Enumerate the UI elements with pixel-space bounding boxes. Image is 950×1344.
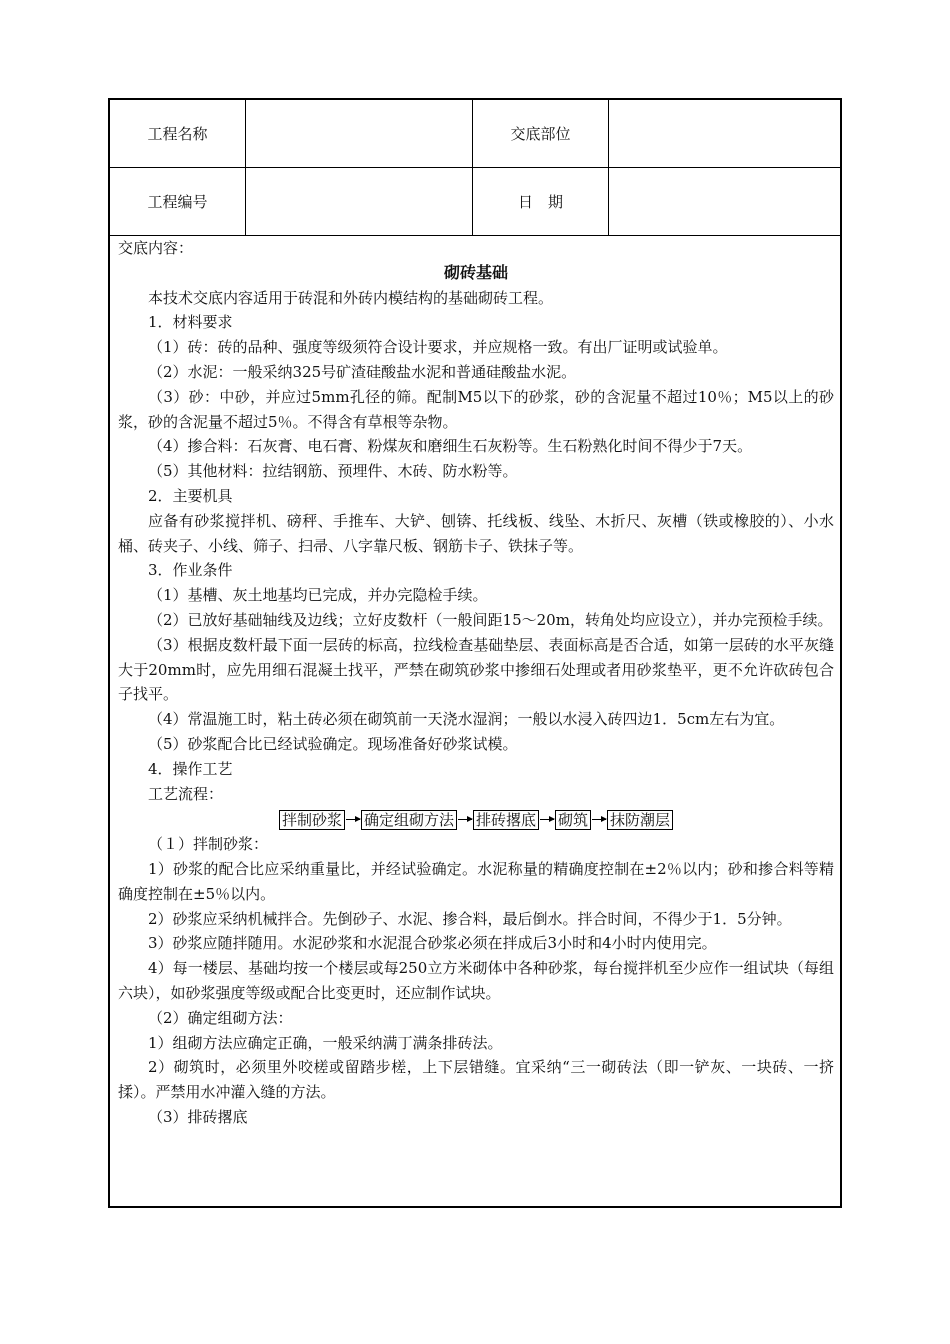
project-name-label: 工程名称	[110, 100, 246, 167]
section-heading: 2．主要机具	[148, 486, 233, 505]
content-line: 工艺流程：	[148, 784, 224, 803]
project-no-field[interactable]	[246, 168, 473, 235]
section-heading: （2）确定组砌方法：	[148, 1008, 293, 1027]
project-no-label: 工程编号	[110, 168, 246, 235]
arrow-right-icon	[592, 819, 606, 820]
flow-step: 排砖撂底	[473, 810, 539, 830]
content-line: 1）组砌方法应确定正确，一般采纳满丁满条排砖法。	[148, 1033, 503, 1052]
flow-step: 砌筑	[555, 810, 591, 830]
content-title: 砌砖基础	[443, 262, 508, 282]
section-heading: （3）排砖撂底	[148, 1107, 248, 1126]
content-line: 3）砂浆应随拌随用。水泥砂浆和水泥混合砂浆必须在拌成后3小时和4小时内使用完。	[148, 934, 717, 953]
arrow-right-icon	[540, 819, 554, 820]
date-label: 日 期	[473, 168, 609, 235]
content-intro-label: 交底内容：	[118, 239, 194, 257]
content-line: 2）砌筑时，必须里外咬槎或留踏步槎，上下层错缝。宜采纳“三一砌砖法（即一铲灰、一块砖、一挤揉）。严禁用水冲灌入缝的方法。	[118, 1058, 834, 1102]
process-flow	[118, 807, 834, 832]
content-line: 应备有砂浆搅拌机、磅秤、手推车、大铲、刨锛、托线板、线坠、木折尺、灰槽（铁或橡胶的）、小水桶、砖夹子、小线、筛子、扫帚、八字靠尺板、钢筋卡子、铁抹子等。	[118, 511, 834, 555]
content-line: （5）砂浆配合比已经试验确定。现场准备好砂浆试模。	[148, 734, 518, 753]
disclosure-part-field[interactable]	[609, 100, 840, 167]
content-line: 4）每一楼层、基础均按一个楼层或每250立方米砌体中各种砂浆，每台搅拌机至少应作一组试块（每组六块），如砂浆强度等级或配合比变更时，还应制作试块。	[118, 959, 834, 1002]
content-line: （2）已放好基础轴线及边线；立好皮数杆（一般间距15～20m，转角处均应设立），并办完预检手续。	[148, 610, 833, 629]
disclosure-form	[108, 98, 842, 1208]
content-line: （2）水泥：一般采纳325号矿渣硅酸盐水泥和普通硅酸盐水泥。	[148, 362, 577, 381]
project-name-field[interactable]	[246, 100, 473, 167]
content-line: 1）砂浆的配合比应采纳重量比，并经试验确定。水泥称量的精确度控制在±2％以内；砂和掺合料等精确度控制在±5％以内。	[118, 859, 834, 903]
header-row-2	[110, 168, 840, 236]
section-heading: 3．作业条件	[148, 561, 233, 580]
arrow-right-icon	[346, 819, 360, 820]
content-line: 2）砂浆应采纳机械拌合。先倒砂子、水泥、掺合料，最后倒水。拌合时间，不得少于1．5分钟。	[148, 909, 792, 928]
content-line: 本技术交底内容适用于砖混和外砖内模结构的基础砌砖工程。	[148, 288, 554, 307]
header-row-1	[110, 100, 840, 168]
section-heading: （１）拌制砂浆：	[148, 835, 269, 854]
content-line: （1）砖：砖的品种、强度等级须符合设计要求，并应规格一致。有出厂证明或试验单。	[148, 338, 728, 357]
flow-step: 拌制砂浆	[279, 810, 345, 830]
content-line: （4）掺合料：石灰膏、电石膏、粉煤灰和磨细生石灰粉等。生石粉熟化时间不得少于7天。	[148, 437, 753, 456]
content-line: （3）根据皮数杆最下面一层砖的标高，拉线检查基础垫层、表面标高是否合适，如第一层砖的水平灰缝大于20mm时，应先用细石混凝土找平，严禁在砌筑砂浆中掺细石处理或者用砂浆垫平，更不允许砍砖包合子找平。	[118, 635, 834, 704]
content-line: （4）常温施工时，粘土砖必须在砌筑前一天浇水湿润；一般以水浸入砖四边1．5cm左右为宜。	[148, 710, 785, 729]
content-line: （1）基槽、灰土地基均已完成，并办完隐检手续。	[148, 586, 488, 605]
date-field[interactable]	[609, 168, 840, 235]
disclosure-part-label: 交底部位	[473, 100, 609, 167]
flow-step: 抹防潮层	[607, 810, 673, 830]
section-heading: 4．操作工艺	[148, 759, 233, 778]
flow-step: 确定组砌方法	[361, 810, 457, 830]
arrow-right-icon	[458, 819, 472, 820]
section-heading: 1．材料要求	[148, 313, 233, 332]
content-line: （5）其他材料：拉结钢筋、预埋件、木砖、防水粉等。	[148, 462, 518, 481]
content-line: （3）砂：中砂，并应过5mm孔径的筛。配制M5以下的砂浆，砂的含泥量不超过10％；M5以上的砂浆，砂的含泥量不超过5％。不得含有草根等杂物。	[118, 387, 834, 431]
disclosure-content	[118, 236, 834, 1130]
